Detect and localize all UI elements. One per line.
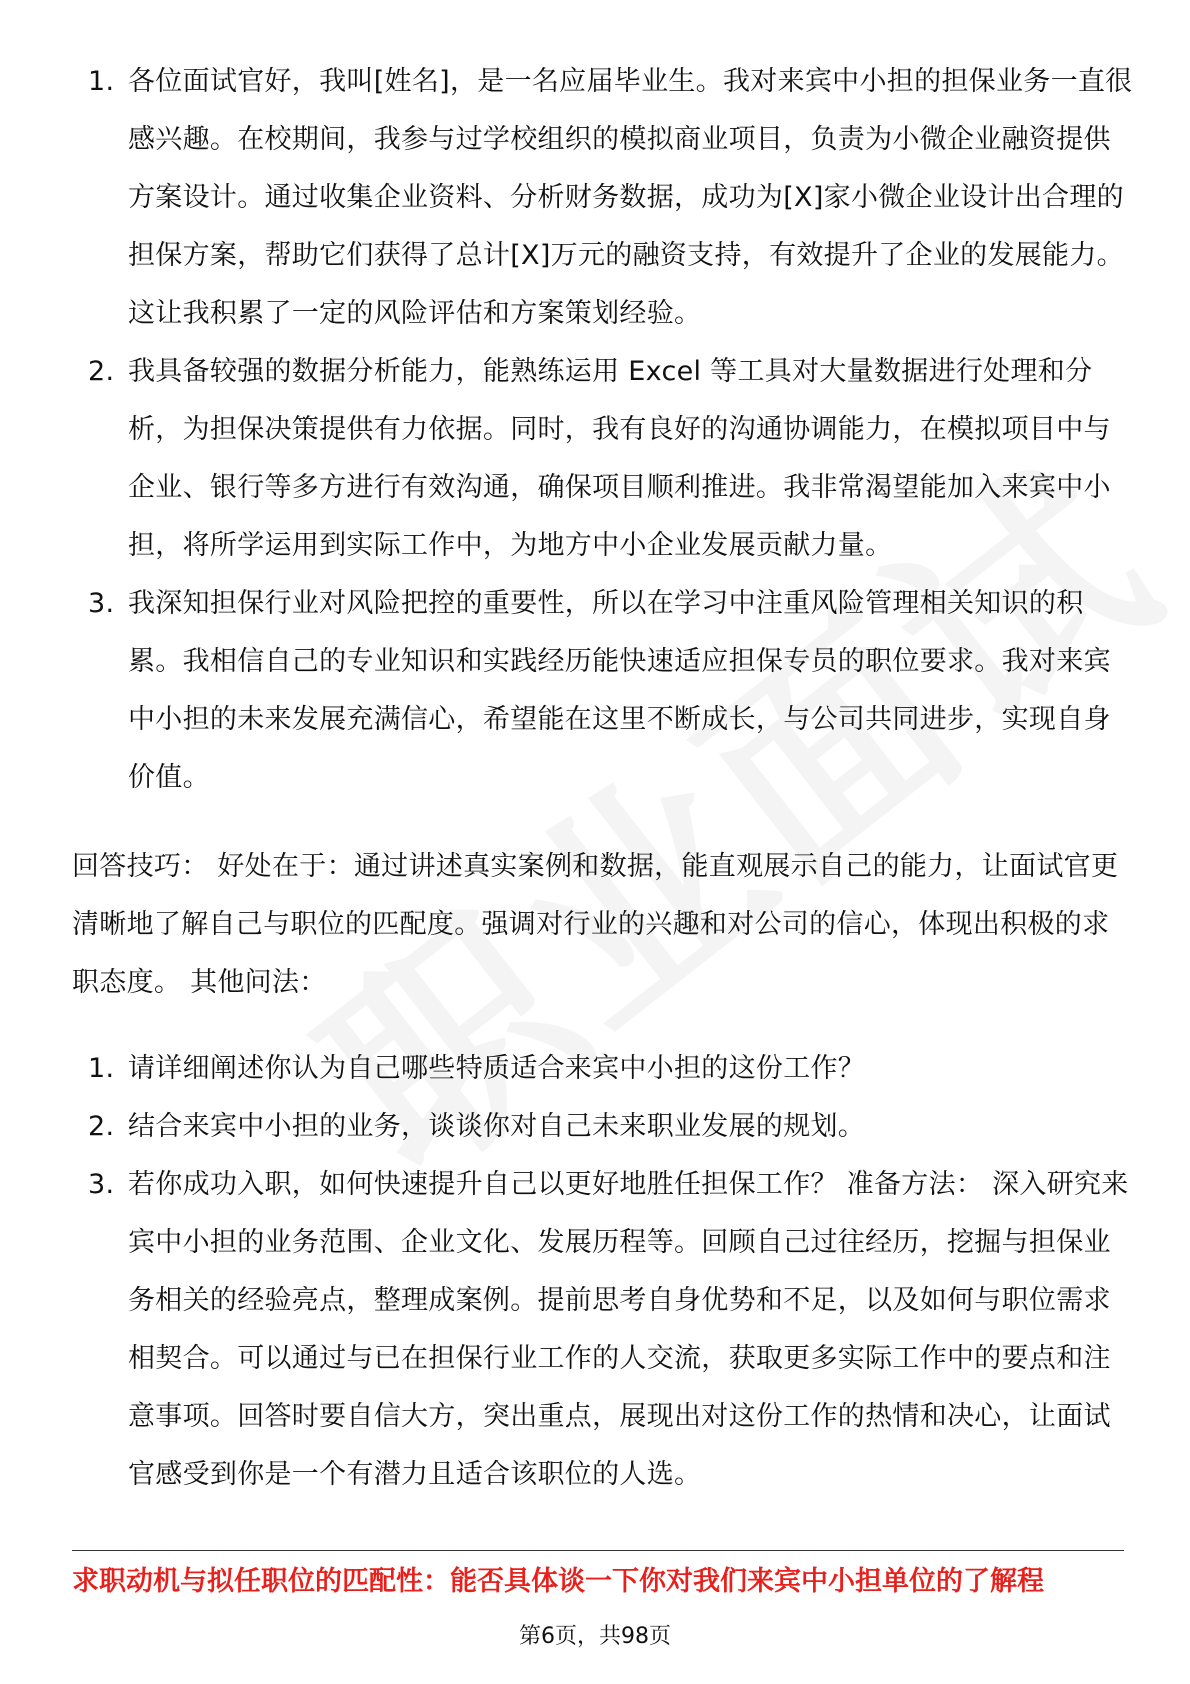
list-item-text: 结合来宾中小担的业务，谈谈你对自己未来职业发展的规划。 [128, 1111, 866, 1142]
list-item-number: 1. [88, 66, 115, 97]
list-item-text: 若你成功入职，如何快速提升自己以更好地胜任担保工作？ 准备方法： 深入研究来宾中小担的业务范围、企业文化、发展历程等。回顾自己过往经历，挖掘与担保业务相关的经验亮点，整理成案例。提前思考自身优势和不足，以及如何与职位需求相契合。可以通过与已在担保行业工作的人交流，获取更多实际工作中的要点和注意事项。回答时要自信大方，突出重点，展现出对这份工作的热情和决心，让面试官感受到你是一个有潜力且适合该职位的人选。 [128, 1169, 1129, 1490]
list-item-text: 我深知担保行业对风险把控的重要性，所以在学习中注重风险管理相关知识的积累。我相信自己的专业知识和实践经历能快速适应担保专员的职位要求。我对来宾中小担的未来发展充满信心，希望能在这里不断成长，与公司共同进步，实现自身价值。 [128, 588, 1111, 793]
list-item-number: 3. [88, 588, 115, 619]
list-item-number: 3. [88, 1169, 115, 1200]
list-item-number: 2. [88, 356, 115, 387]
list-item [88, 53, 1138, 343]
list-item [88, 1040, 1138, 1098]
footer-divider [72, 1550, 1124, 1551]
list-item-number: 1. [88, 1053, 115, 1084]
next-question-heading: 求职动机与拟任职位的匹配性：能否具体谈一下你对我们来宾中小担单位的了解程 [72, 1566, 1044, 1597]
list-item [88, 575, 1138, 807]
list-item [88, 1098, 1138, 1156]
answer-list [88, 53, 1138, 807]
list-item-text: 请详细阐述你认为自己哪些特质适合来宾中小担的这份工作？ [128, 1053, 866, 1084]
list-item-text: 各位面试官好，我叫[姓名]，是一名应届毕业生。我对来宾中小担的担保业务一直很感兴趣。在校期间，我参与过学校组织的模拟商业项目，负责为小微企业融资提供方案设计。通过收集企业资料、分析财务数据，成功为[X]家小微企业设计出合理的担保方案，帮助它们获得了总计[X]万元的融资支持，有效提升了企业的发展能力。这让我积累了一定的风险评估和方案策划经验。 [128, 66, 1133, 329]
list-item-text: 我具备较强的数据分析能力，能熟练运用 Excel 等工具对大量数据进行处理和分析，为担保决策提供有力依据。同时，我有良好的沟通协调能力，在模拟项目中与企业、银行等多方进行有效沟通，确保项目顺利推进。我非常渴望能加入来宾中小担，将所学运用到实际工作中，为地方中小企业发展贡献力量。 [128, 356, 1111, 561]
list-item [88, 1156, 1138, 1504]
other-questions-list [88, 1040, 1138, 1504]
list-item [88, 343, 1138, 575]
list-item-number: 2. [88, 1111, 115, 1142]
page-number: 第6页，共98页 [519, 1624, 671, 1649]
answer-tips-paragraph: 回答技巧： 好处在于：通过讲述真实案例和数据，能直观展示自己的能力，让面试官更清晰地了解自己与职位的匹配度。强调对行业的兴趣和对公司的信心，体现出积极的求职态度。 其他问法： [72, 851, 1119, 998]
